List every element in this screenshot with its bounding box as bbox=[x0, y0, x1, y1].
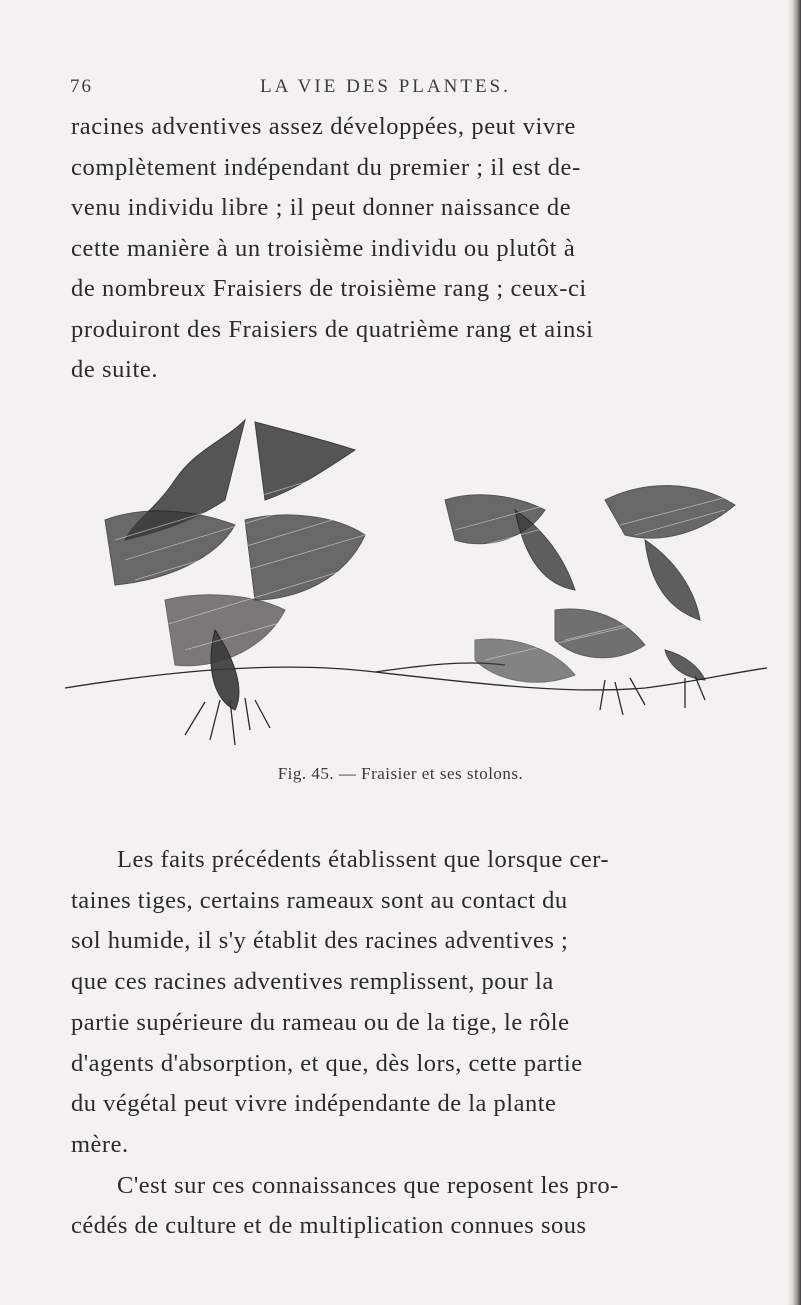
text-line: de suite. bbox=[71, 356, 159, 383]
text-line: de nombreux Fraisiers de troisième rang ; ceux-ci bbox=[71, 275, 587, 302]
strawberry-illustration bbox=[45, 410, 770, 755]
text-line: racines adventives assez développées, peut vivre bbox=[71, 113, 576, 140]
page-edge-shadow bbox=[787, 0, 801, 1305]
text-line: C'est sur ces connaissances que reposent les pro- bbox=[117, 1171, 619, 1199]
text-line: complètement indépendant du premier ; il est de- bbox=[71, 153, 581, 181]
leaf-cluster bbox=[255, 422, 355, 500]
paragraph-1 bbox=[71, 107, 739, 391]
paragraph-3-cont bbox=[71, 1206, 741, 1247]
text-line: mère. bbox=[71, 1130, 129, 1158]
paragraph-2-cont bbox=[71, 881, 741, 1166]
text-line: cette manière à un troisième individu ou plutôt à bbox=[71, 234, 576, 262]
leaf-cluster bbox=[515, 510, 575, 590]
page-number: 76 bbox=[70, 76, 93, 97]
running-header bbox=[70, 76, 760, 100]
body-text bbox=[71, 840, 741, 1247]
text-line: du végétal peut vivre indépendante de la plante bbox=[71, 1090, 557, 1118]
leaf-cluster bbox=[475, 639, 575, 682]
figure-caption: Fig. 45. — Fraisier et ses stolons. bbox=[277, 764, 524, 783]
text-line: taines tiges, certains rameaux sont au contact du bbox=[71, 886, 568, 914]
paragraph-3 bbox=[71, 1166, 741, 1207]
text-line: sol humide, il s'y établit des racines adventives ; bbox=[71, 927, 569, 955]
leaf-cluster bbox=[245, 515, 365, 600]
leaf-cluster bbox=[105, 511, 235, 585]
text-line: d'agents d'absorption, et que, dès lors, cette partie bbox=[71, 1049, 583, 1077]
root bbox=[600, 678, 645, 715]
text-line: Les faits précédents établissent que lorsque cer- bbox=[117, 846, 610, 873]
text-line: partie supérieure du rameau ou de la tige, le rôle bbox=[71, 1008, 570, 1036]
text-line: que ces racines adventives remplissent, pour la bbox=[71, 968, 554, 996]
text-line: venu individu libre ; il peut donner naissance de bbox=[71, 194, 572, 221]
running-title: LA VIE DES PLANTES. bbox=[260, 76, 511, 97]
text-line: produiront des Fraisiers de quatrième rang et ainsi bbox=[71, 315, 594, 343]
text-line: cédés de culture et de multiplication connues sous bbox=[71, 1212, 587, 1240]
stolon-runner bbox=[65, 667, 767, 690]
leaf-cluster bbox=[645, 540, 700, 620]
leaf-cluster bbox=[665, 650, 705, 680]
paragraph-2 bbox=[71, 840, 741, 881]
